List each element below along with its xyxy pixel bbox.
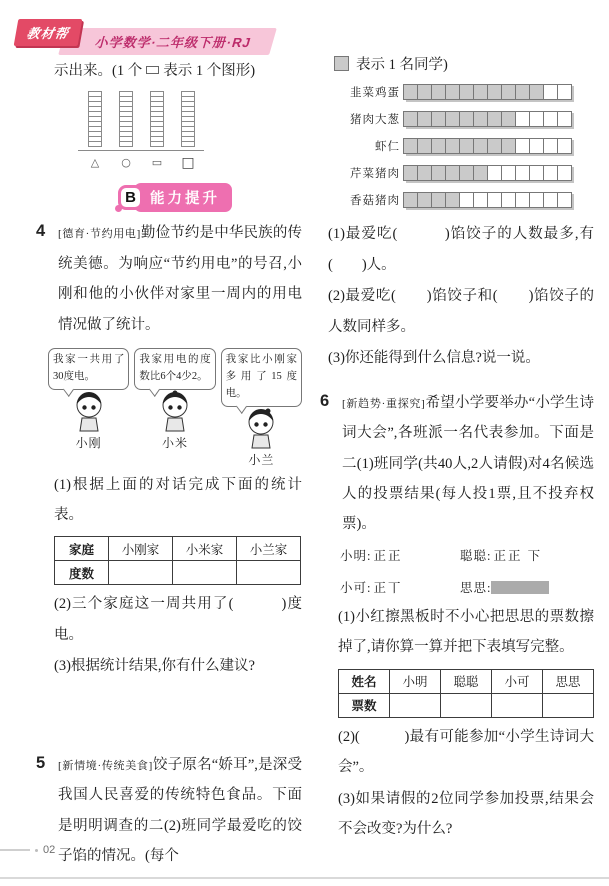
speaker-name: 小刚 — [75, 435, 102, 450]
pictograph-column-triangle — [88, 92, 102, 147]
legend-text: 表示 1 名同学) — [356, 57, 448, 73]
chart-cell-filled — [487, 138, 502, 154]
chart-row-cells — [404, 192, 572, 208]
child-avatar — [242, 407, 280, 451]
chart-cell-empty — [557, 84, 572, 100]
chart-cell-empty — [543, 84, 558, 100]
chart-cell-filled — [445, 84, 460, 100]
edition-ribbon: 小学数学·二年级下册·RJ — [58, 28, 277, 55]
chart-cell-empty — [473, 192, 488, 208]
problem-6-number: 6 — [320, 391, 330, 410]
chart-cell-empty — [501, 165, 516, 181]
blank-pictograph-symbols — [88, 155, 204, 171]
tally-marks: 正正 — [373, 548, 403, 563]
speaker-xiaomi — [134, 348, 215, 467]
tally-item-思思 — [460, 578, 594, 596]
problem-6-body — [342, 388, 594, 540]
problem-4-tag: [德育·节约用电] — [58, 228, 141, 241]
rectangle-legend-icon — [146, 66, 159, 74]
blank-answer-cell — [441, 693, 492, 717]
tally-item-小可 — [340, 578, 460, 596]
chart-cell-filled — [417, 192, 432, 208]
tally-name: 聪聪: — [460, 548, 492, 563]
intro-prefix: 示出来。(1 个 — [54, 63, 143, 79]
chart-cell-filled — [431, 111, 446, 127]
gray-cell-legend-icon — [334, 56, 349, 71]
square-symbol: □ — [181, 155, 195, 172]
page-number-value: 02 — [43, 844, 56, 856]
chart-cell-empty — [557, 165, 572, 181]
problem-5 — [36, 750, 302, 872]
table-row — [339, 669, 594, 693]
blank-answer-cell — [109, 561, 173, 585]
table-header-cell: 姓名 — [339, 669, 390, 693]
chart-cell-filled — [431, 138, 446, 154]
chart-cell-empty — [487, 192, 502, 208]
problem-4 — [36, 218, 302, 340]
tally-name: 思思: — [460, 580, 492, 595]
circle-symbol: ○ — [121, 156, 131, 170]
chart-cell-empty — [501, 192, 516, 208]
chart-cell-filled — [403, 111, 418, 127]
chart-row — [320, 192, 594, 208]
section-badge — [118, 183, 302, 212]
problem-6-tag: [新趋势·重探究] — [342, 397, 426, 410]
table-row — [339, 693, 594, 717]
problem-6 — [320, 388, 594, 540]
chart-cell-filled — [501, 111, 516, 127]
pictograph-column-circle — [119, 92, 133, 147]
tally-item-聪聪 — [460, 546, 594, 564]
problem-5-number: 5 — [36, 753, 46, 772]
pictograph-blank-cell — [150, 141, 164, 147]
problem-4-text: 勤俭节约是中华民族的传统美德。为响应“节约用电”的号召,小刚和他的小伙伴对家里一周内的用电情况做了统计。 — [58, 225, 303, 333]
blank-answer-cell — [492, 693, 543, 717]
chart-cell-filled — [515, 84, 530, 100]
problem-5-text: 饺子原名“娇耳”,是深受我国人民喜爱的传统特色食品。下面是明明调查的二(2)班同学最爱吃的饺子馅的情况。(每个 — [58, 756, 302, 865]
chart-row-cells — [404, 165, 572, 181]
chart-cell-filled — [445, 192, 460, 208]
section-badge-letter: B — [118, 185, 143, 210]
pictograph-blank-cell — [88, 141, 102, 147]
pictograph-blank-cell — [119, 141, 133, 147]
chart-legend-line — [334, 50, 594, 80]
pictograph-blank-cell — [181, 141, 195, 147]
triangle-symbol: △ — [90, 156, 100, 170]
problem-6-question-2: (2)( )最有可能参加“小学生诗词大会”。 — [338, 728, 594, 776]
page-bottom-edge — [0, 877, 609, 879]
problem-5-question-2: (2)最爱吃( )馅饺子和( )馅饺子的人数同样多。 — [328, 288, 594, 335]
chart-cell-filled — [459, 138, 474, 154]
chart-cell-filled — [417, 165, 432, 181]
table-row — [55, 537, 301, 561]
chart-cell-filled — [417, 138, 432, 154]
blank-pictograph-chart — [88, 92, 204, 171]
table-cell: 小可 — [492, 669, 543, 693]
problem-4-table — [54, 536, 301, 585]
chart-cell-filled — [431, 192, 446, 208]
chart-row-label: 芹菜猪肉 — [350, 168, 400, 181]
pictograph-column-square — [181, 92, 195, 147]
problem-4-number: 4 — [36, 222, 46, 241]
speaker-xiaogang — [48, 348, 129, 467]
chart-cell-empty — [557, 192, 572, 208]
chart-row — [320, 84, 594, 100]
chart-cell-filled — [501, 138, 516, 154]
chart-row — [320, 111, 594, 127]
table-header-cell: 家庭 — [55, 537, 109, 561]
chart-row-label: 猪肉大葱 — [350, 114, 400, 127]
chart-cell-filled — [431, 84, 446, 100]
table-row — [55, 561, 301, 585]
chart-cell-filled — [417, 84, 432, 100]
problem-5-body — [58, 750, 302, 872]
intro-suffix: 表示 1 个图形) — [163, 63, 256, 79]
problem-4-body — [58, 218, 302, 340]
chart-cell-empty — [543, 192, 558, 208]
table-header-cell: 票数 — [339, 693, 390, 717]
problem-6-text: 希望小学要举办“小学生诗词大会”,各班派一名代表参加。下面是二(1)班同学(共40人,2人请假)对4名候选人的投票结果(每人投1票,且不投弃权票)。 — [342, 394, 595, 533]
tally-marks: 正丅 — [373, 580, 403, 595]
tally-marks: 正正 下 — [493, 548, 543, 563]
problem-4-question-3: (3)根据统计结果,你有什么建议? — [54, 658, 255, 675]
problem-6-table — [338, 669, 594, 718]
chart-cell-filled — [403, 138, 418, 154]
speech-bubble: 我家一共用了30度电。 — [48, 348, 129, 390]
chart-row — [320, 165, 594, 181]
speaker-name: 小米 — [161, 435, 188, 450]
chart-cell-filled — [487, 84, 502, 100]
blank-answer-cell — [390, 693, 441, 717]
chart-cell-filled — [459, 84, 474, 100]
pictograph-column-rectangle — [150, 92, 164, 147]
chart-cell-filled — [473, 165, 488, 181]
tally-name: 小明: — [340, 548, 372, 563]
chart-cell-empty — [515, 192, 530, 208]
problem-5-question-3: (3)你还能得到什么信息?说一说。 — [328, 350, 540, 367]
problem-6-question-3: (3)如果请假的2位同学参加投票,结果会不会改变?为什么? — [338, 790, 594, 837]
blank-pictograph-columns — [88, 92, 204, 147]
chart-row-cells — [404, 84, 572, 100]
chart-cell-empty — [543, 111, 558, 127]
problem-6-question-1: (1)小红擦黑板时不小心把思思的票数擦掉了,请你算一算并把下表填写完整。 — [338, 608, 594, 656]
section-badge-label: 能力提升 — [134, 183, 232, 212]
page-number-dot — [35, 849, 38, 852]
chart-row-cells — [404, 111, 572, 127]
speakers-row — [48, 348, 302, 467]
chart-row-label: 韭菜鸡蛋 — [350, 87, 400, 100]
right-column — [320, 50, 594, 845]
chart-cell-empty — [543, 138, 558, 154]
table-cell: 小米家 — [173, 537, 237, 561]
chart-row-label: 香菇猪肉 — [350, 195, 400, 208]
chart-cell-empty — [487, 165, 502, 181]
chart-cell-filled — [403, 192, 418, 208]
blank-answer-cell — [173, 561, 237, 585]
chart-cell-filled — [487, 111, 502, 127]
blank-answer-cell — [237, 561, 301, 585]
chart-cell-empty — [529, 111, 544, 127]
chart-cell-empty — [557, 111, 572, 127]
chart-cell-empty — [529, 165, 544, 181]
chart-cell-filled — [403, 165, 418, 181]
chart-cell-empty — [557, 138, 572, 154]
child-avatar — [156, 390, 194, 434]
blank-answer-cell — [543, 693, 594, 717]
brand-badge: 教材帮 — [14, 19, 83, 46]
chart-row — [320, 138, 594, 154]
page-number — [0, 844, 55, 856]
dumpling-chart — [320, 84, 594, 208]
tally-grid — [340, 546, 594, 596]
tally-name: 小可: — [340, 580, 372, 595]
chart-cell-filled — [431, 165, 446, 181]
chart-row-cells — [404, 138, 572, 154]
problem-4-question-1: (1)根据上面的对话完成下面的统计表。 — [54, 476, 302, 524]
table-cell: 聪聪 — [441, 669, 492, 693]
chart-cell-empty — [529, 138, 544, 154]
table-cell: 小刚家 — [109, 537, 173, 561]
chart-cell-filled — [529, 84, 544, 100]
chart-cell-empty — [529, 192, 544, 208]
chart-cell-filled — [459, 111, 474, 127]
table-cell: 小兰家 — [237, 537, 301, 561]
speaker-name: 小兰 — [248, 452, 275, 467]
speech-bubble: 我家用电的度数比6个4少2。 — [134, 348, 215, 390]
chart-cell-empty — [459, 192, 474, 208]
erased-tally-box — [491, 581, 549, 594]
problem-4-question-2: (2)三个家庭这一周共用了( )度电。 — [54, 596, 302, 643]
chart-cell-filled — [473, 138, 488, 154]
problem-5-question-1: (1)最爱吃( )馅饺子的人数最多,有( )人。 — [328, 226, 594, 273]
continued-intro-line — [54, 56, 302, 86]
problem-5-tag: [新情境·传统美食] — [58, 759, 153, 772]
chart-cell-filled — [459, 165, 474, 181]
chart-cell-empty — [515, 111, 530, 127]
table-header-cell: 度数 — [55, 561, 109, 585]
speech-bubble: 我家比小刚家多用了15度电。 — [221, 348, 302, 406]
table-cell: 小明 — [390, 669, 441, 693]
chart-cell-filled — [501, 84, 516, 100]
speaker-xiaolan — [221, 348, 302, 467]
chart-row-label: 虾仁 — [375, 141, 400, 154]
chart-cell-filled — [403, 84, 418, 100]
chart-cell-empty — [515, 165, 530, 181]
chart-cell-empty — [515, 138, 530, 154]
chart-baseline — [78, 150, 204, 151]
chart-cell-filled — [445, 165, 460, 181]
table-cell: 思思 — [543, 669, 594, 693]
page-number-rule — [0, 849, 30, 851]
chart-cell-empty — [543, 165, 558, 181]
left-column — [36, 56, 302, 872]
tally-item-小明 — [340, 546, 460, 564]
child-avatar — [70, 390, 108, 434]
chart-cell-filled — [445, 138, 460, 154]
rectangle-symbol: ▭ — [151, 156, 163, 170]
chart-cell-filled — [473, 84, 488, 100]
chart-cell-filled — [473, 111, 488, 127]
chart-cell-filled — [417, 111, 432, 127]
chart-cell-filled — [445, 111, 460, 127]
